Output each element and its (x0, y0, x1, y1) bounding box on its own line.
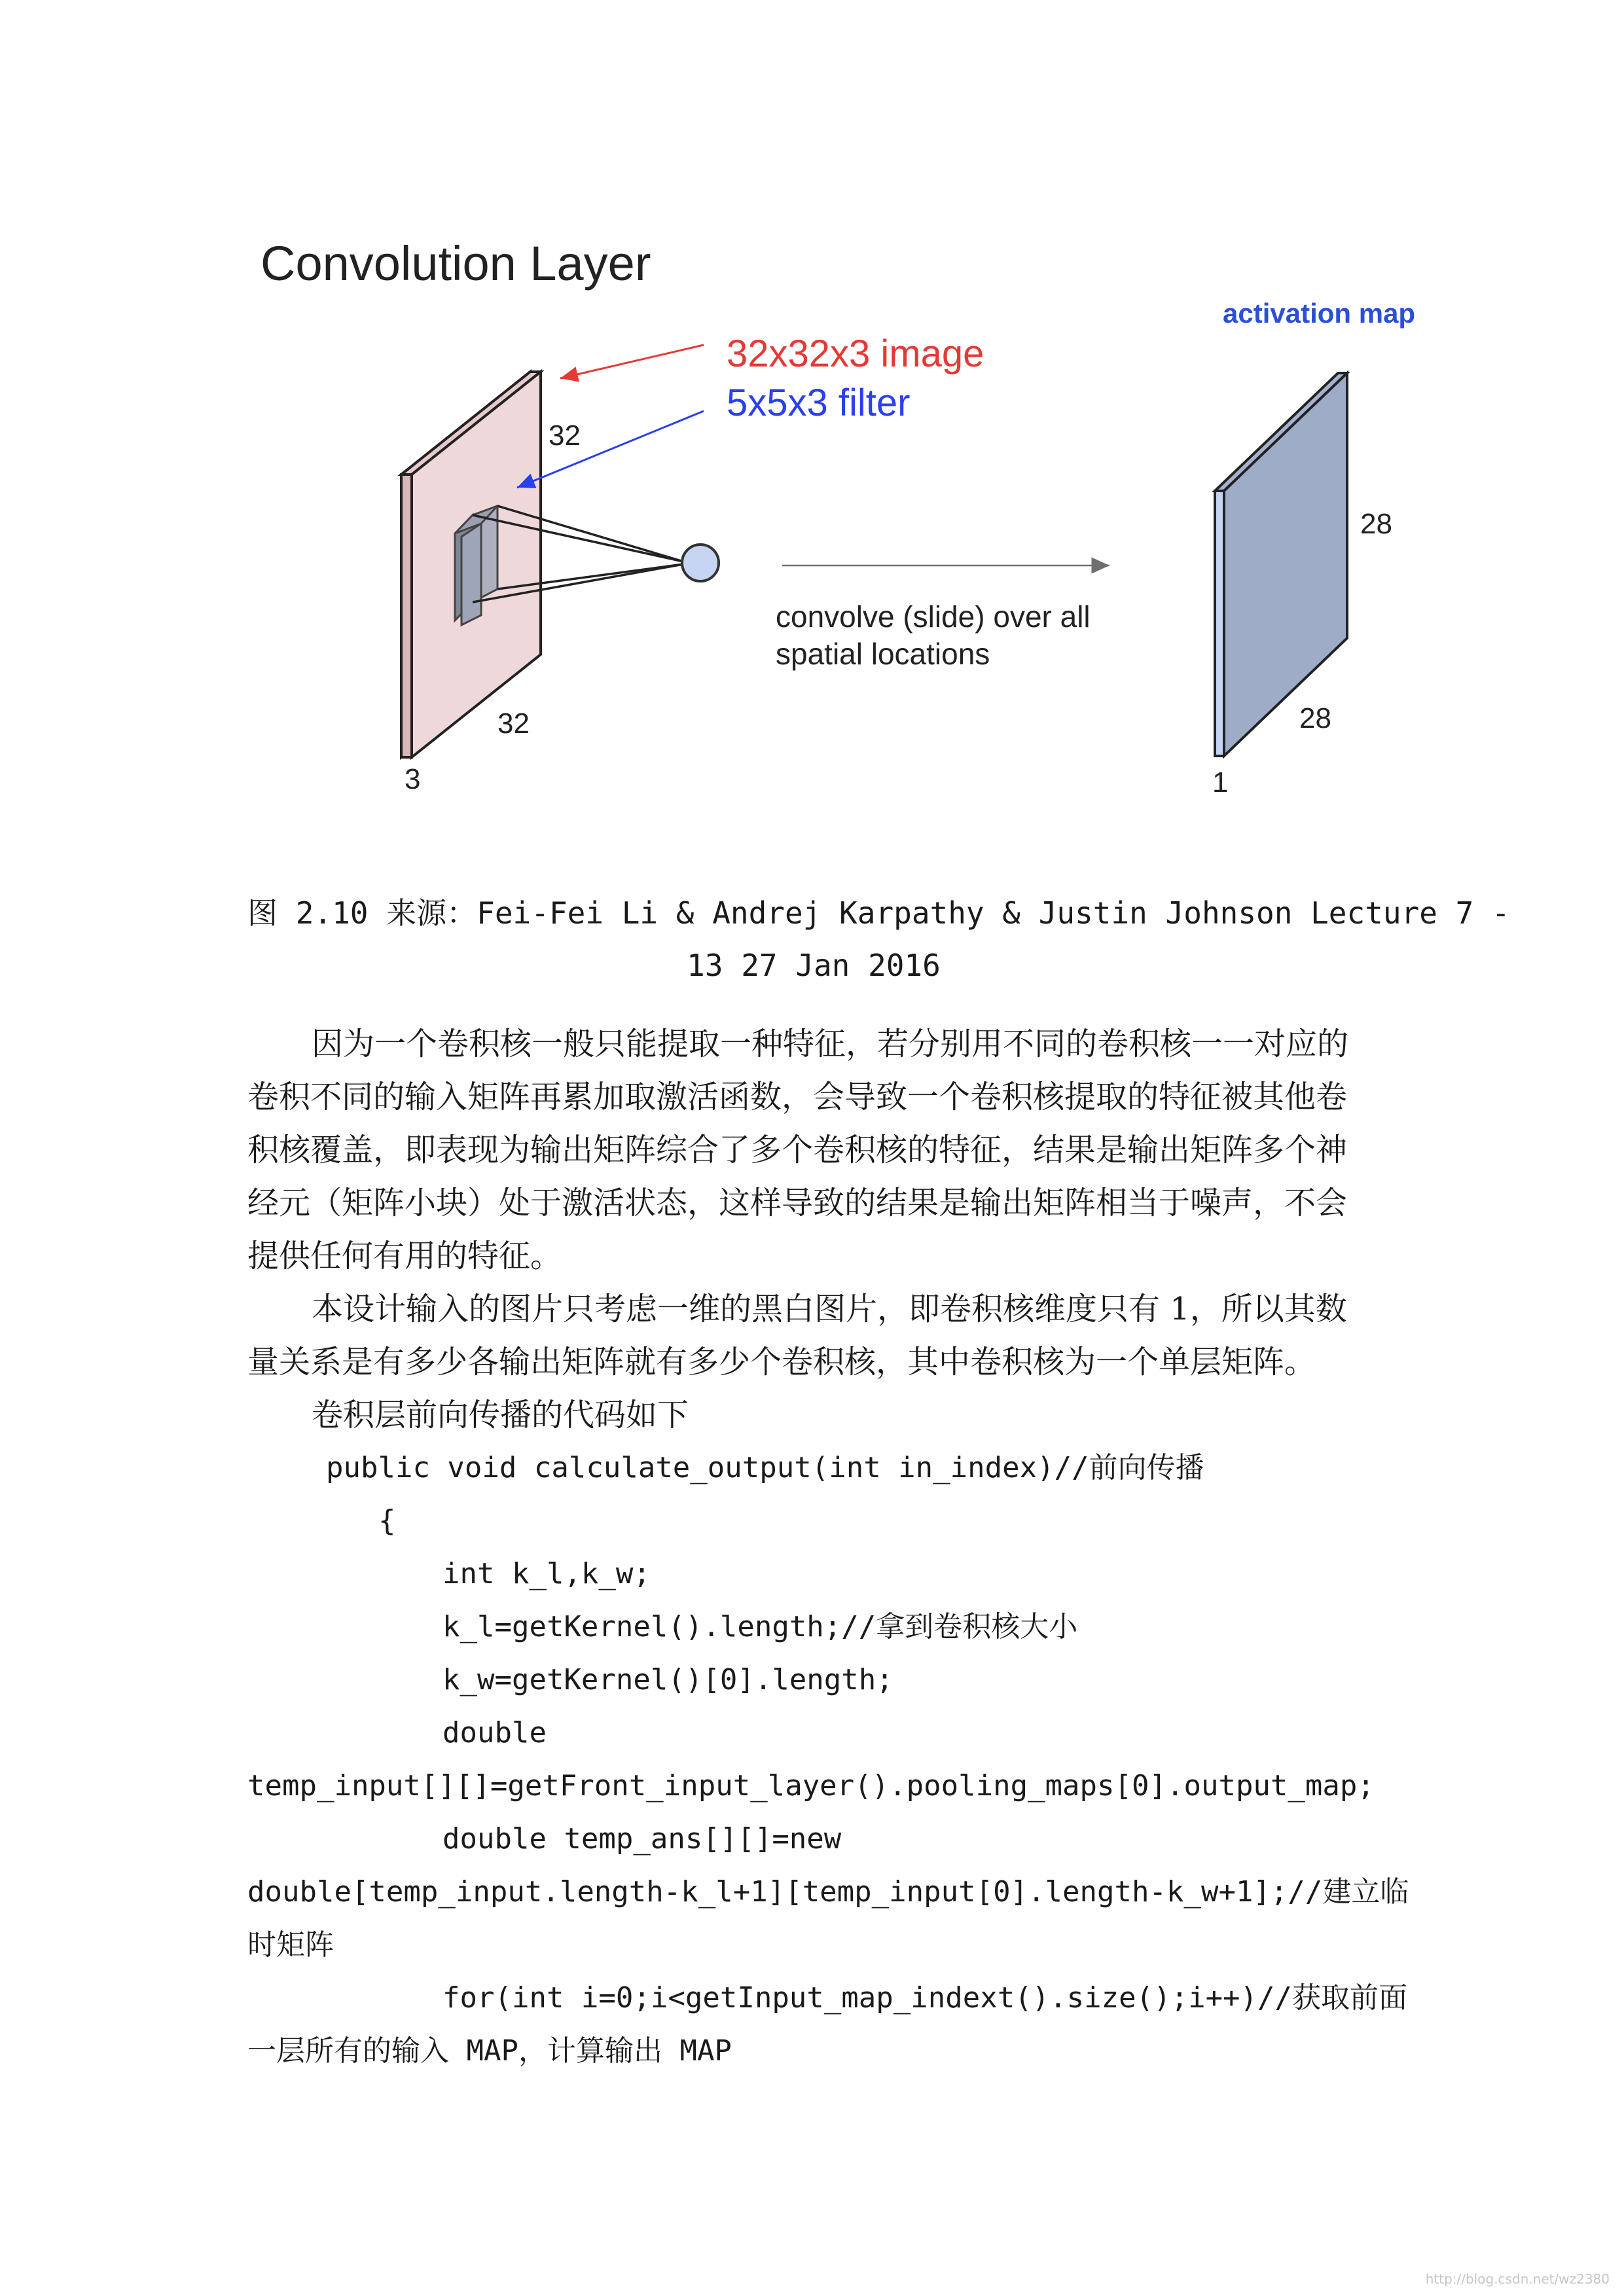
activation-map-label: activation map (1223, 298, 1416, 329)
code-line: public void calculate_output(int in_index)//前向传播 (326, 1451, 1204, 1484)
code-line: 一层所有的输入 MAP，计算输出 MAP (247, 2034, 732, 2068)
code-line: double temp_ans[][]=new (442, 1822, 842, 1856)
figure-title: Convolution Layer (261, 236, 651, 291)
paragraph-1-line-2: 卷积不同的输入矩阵再累加取激活函数，会导致一个卷积核提取的特征被其他卷 (247, 1079, 1348, 1115)
code-line: double (442, 1716, 547, 1749)
watermark: http://blog.csdn.net/wz2380 (1425, 2271, 1610, 2287)
code-line: k_w=getKernel()[0].length; (442, 1663, 893, 1696)
output-width-label: 28 (1299, 702, 1331, 734)
paragraph-1-line-3: 积核覆盖，即表现为输出矩阵综合了多个卷积核的特征，结果是输出矩阵多个神 (247, 1132, 1348, 1168)
output-depth-label: 1 (1212, 766, 1229, 798)
input-width-label: 32 (497, 708, 530, 740)
image-label: 32x32x3 image (727, 332, 984, 375)
code-line: int k_l,k_w; (442, 1557, 651, 1590)
paragraph-2-line-1: 本设计输入的图片只考虑一维的黑白图片，即卷积核维度只有 1，所以其数 (312, 1291, 1347, 1327)
input-depth-label: 3 (405, 763, 421, 795)
image-arrow (560, 345, 704, 378)
filter-label: 5x5x3 filter (727, 382, 911, 424)
convolution-layer-figure (0, 0, 1624, 864)
slide-text-line2: spatial locations (776, 637, 990, 671)
paragraph-1-line-1: 因为一个卷积核一般只能提取一种特征，若分别用不同的卷积核一一对应的 (312, 1026, 1349, 1062)
paragraph-1-line-4: 经元（矩阵小块）处于激活状态，这样导致的结果是输出矩阵相当于噪声，不会 (247, 1185, 1348, 1221)
code-line: for(int i=0;i<getInput_map_indext().size();i++)//获取前面 (442, 1981, 1408, 2015)
output-neuron (682, 545, 719, 581)
caption-line-2: 13 27 Jan 2016 (687, 948, 941, 983)
code-line: double[temp_input.length-k_l+1][temp_input[0].length-k_w+1];//建立临 (247, 1875, 1409, 1909)
code-line: { (378, 1504, 396, 1537)
paragraph-1-line-5: 提供任何有用的特征。 (247, 1238, 562, 1274)
paragraph-2-line-2: 量关系是有多少各输出矩阵就有多少个卷积核，其中卷积核为一个单层矩阵。 (247, 1344, 1316, 1380)
code-line: temp_input[][]=getFront_input_layer().pooling_maps[0].output_map; (247, 1769, 1375, 1803)
input-height-label: 32 (549, 420, 581, 452)
output-height-label: 28 (1360, 508, 1392, 540)
filter-arrow (517, 411, 704, 488)
caption-line-1: 图 2.10 来源：Fei-Fei Li & Andrej Karpathy & Justin Johnson Lecture 7 - (247, 895, 1510, 931)
code-line: 时矩阵 (247, 1928, 334, 1962)
activation-map-slab (1215, 373, 1347, 756)
code-intro-line: 卷积层前向传播的代码如下 (312, 1397, 689, 1433)
code-line: k_l=getKernel().length;//拿到卷积核大小 (442, 1610, 1078, 1643)
slide-text-line1: convolve (slide) over all (776, 600, 1091, 634)
